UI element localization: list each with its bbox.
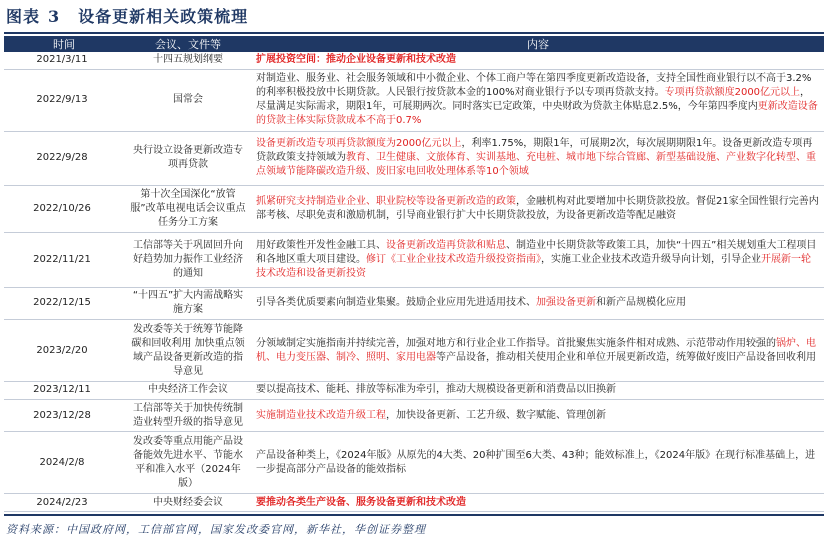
row-meeting: 工信部等关于巩固回升向好趋势加力振作工业经济的通知: [124, 233, 252, 287]
row-meeting: 央行设立设备更新改造专项再贷款: [124, 131, 252, 185]
highlight-text: 教育、卫生健康、文旅体育、实训基地、充电桩、城市地下综合管廊、新型基础设施、产业数字化转型、重点领域节能降碳改造升级、废旧家电回收处理体系等10个领域: [256, 152, 816, 178]
row-meeting: 十四五规划纲要: [124, 52, 252, 69]
content-text: 对制造业、服务业、社会服务领域和中小微企业、个体工商户等在第四季度更新改造设备，支持全国性商业银行以不高于3.2%的利率积极投放中长期贷款。人民银行按贷款本金的100%对商业银行予以专项再贷款支持。: [256, 73, 812, 99]
highlight-text: 设备更新改造专项再贷款额度为2000亿元以上: [256, 138, 462, 150]
row-meeting: 中央财经委会议: [124, 494, 252, 512]
row-meeting: 中央经济工作会议: [124, 382, 252, 400]
row-content: [252, 494, 824, 512]
row-date: 2024/2/8: [4, 432, 124, 494]
row-date: 2021/3/11: [4, 52, 124, 69]
table-row: [4, 233, 824, 287]
row-content: [252, 233, 824, 287]
table-row: [4, 52, 824, 69]
highlight-text: 修订《工业企业技术改造升级投资指南》: [366, 253, 541, 265]
content-text: ，尽量满足实际需求，期限1年，可展期两次。同时落实已定政策，中央财政为贷款主体贴息2.5%，今年第四季度内: [256, 87, 811, 113]
table-row: [4, 131, 824, 185]
top-rule: [4, 32, 824, 34]
row-meeting: 国常会: [124, 69, 252, 131]
content-text: ，加快设备更新、工艺升级、数字赋能、管理创新: [386, 409, 606, 421]
highlight-text: 抓紧研究支持制造业企业、职业院校等设备更新改造的政策: [256, 196, 516, 208]
row-content: [252, 186, 824, 233]
content-text: 和新产品规模化应用: [596, 297, 686, 309]
row-content: [252, 320, 824, 382]
row-date: 2022/12/15: [4, 287, 124, 319]
row-content: [252, 52, 824, 69]
figure-number: 3: [48, 7, 61, 26]
row-date: 2023/2/20: [4, 320, 124, 382]
row-content: [252, 287, 824, 319]
table-row: [4, 320, 824, 382]
row-content: [252, 69, 824, 131]
table-body: [4, 52, 824, 512]
table-row: [4, 432, 824, 494]
table-row: [4, 494, 824, 512]
table-row: [4, 382, 824, 400]
row-content: [252, 432, 824, 494]
content-text: 用好政策性开发性金融工具、: [256, 239, 386, 251]
row-date: 2024/2/23: [4, 494, 124, 512]
figure-caption: 设备更新相关政策梳理: [78, 7, 249, 26]
bottom-rule: [4, 514, 824, 516]
content-text: 、制造业中长期贷款等政策工具，加快“十四五”相关规划重大工程项目和各地区重大项目建设。: [256, 239, 817, 265]
row-date: 2023/12/11: [4, 382, 124, 400]
row-date: 2022/9/13: [4, 69, 124, 131]
policy-table: [4, 36, 824, 512]
row-date: 2022/9/28: [4, 131, 124, 185]
table-row: [4, 287, 824, 319]
highlight-text: 实施制造业技术改造升级工程: [256, 409, 386, 421]
row-content: [252, 382, 824, 400]
header-meeting: 会议、文件等: [124, 36, 252, 52]
highlight-text: 专项再贷款额度2000亿元以上: [664, 87, 801, 99]
highlight-text: 设备更新改造再贷款和贴息: [386, 239, 506, 251]
content-text: 分领域制定实施指南并持续完善，加强对地方和行业企业工作指导。首批聚焦实施条件相对成熟、示范带动作用较强的: [256, 337, 776, 349]
header-date: 时间: [4, 36, 124, 52]
row-content: [252, 399, 824, 431]
content-text: ，利率1.75%，期限1年，可展期2次，每次展期期限1年。设备更新改造专项再贷款政策支持领域为: [256, 138, 813, 164]
figure-label: 图表: [6, 7, 41, 26]
table-header-row: [4, 36, 824, 52]
row-date: 2022/11/21: [4, 233, 124, 287]
content-text: 要以提高技术、能耗、排放等标准为牵引，推动大规模设备更新和消费品以旧换新: [256, 384, 616, 396]
highlight-text: 要推动各类生产设备、服务设备更新和技术改造: [256, 496, 466, 508]
row-meeting: “十四五”扩大内需战略实施方案: [124, 287, 252, 319]
highlight-text: 更新改造设备的贷款主体实际贷款成本不高于0.7%: [256, 101, 818, 127]
figure-title: [6, 4, 248, 30]
row-date: 2023/12/28: [4, 399, 124, 431]
row-meeting: 发改委等关于统筹节能降碳和回收利用 加快重点领域产品设备更新改造的指导意见: [124, 320, 252, 382]
highlight-text: 加强设备更新: [536, 297, 596, 309]
content-text: 等产品设备，推动相关使用企业和单位开展更新改造，统筹做好废旧产品设备回收利用: [436, 351, 816, 363]
content-text: 引导各类优质要素向制造业集聚。鼓励企业应用先进适用技术、: [256, 297, 536, 309]
table-row: [4, 399, 824, 431]
source-note: 资料来源：中国政府网，工信部官网，国家发改委官网，新华社，华创证券整理: [6, 523, 426, 536]
highlight-text: 开展新一轮技术改造和设备更新投资: [256, 253, 811, 279]
highlight-text: 扩展投资空间：推动企业设备更新和技术改造: [256, 54, 456, 66]
row-content: [252, 131, 824, 185]
row-meeting: 发改委等重点用能产品设备能效先进水平、节能水平和准入水平（2024年版）: [124, 432, 252, 494]
content-text: ，实施工业企业技术改造升级导向计划，引导企业: [541, 253, 761, 265]
table-row: [4, 186, 824, 233]
header-content: 内容: [252, 36, 824, 52]
content-text: 产品设备种类上，《2024年版》从原先的4大类、20种扩围至6大类、43种；能效标准上，《2024年版》在现行标准基础上，进一步提高部分产品设备的能效指标: [256, 449, 816, 475]
row-meeting: 第十次全国深化“放管服”改革电视电话会议重点任务分工方案: [124, 186, 252, 233]
row-meeting: 工信部等关于加快传统制造业转型升级的指导意见: [124, 399, 252, 431]
highlight-text: 锅炉、电机、电力变压器、制冷、照明、家用电器: [256, 337, 816, 363]
table-row: [4, 69, 824, 131]
row-date: 2022/10/26: [4, 186, 124, 233]
content-text: ，金融机构对此要增加中长期贷款投放。督促21家全国性银行完善内部考核、尽职免责和激励机制，引导商业银行扩大中长期贷款投放，为设备更新改造等配足融资: [256, 196, 819, 222]
